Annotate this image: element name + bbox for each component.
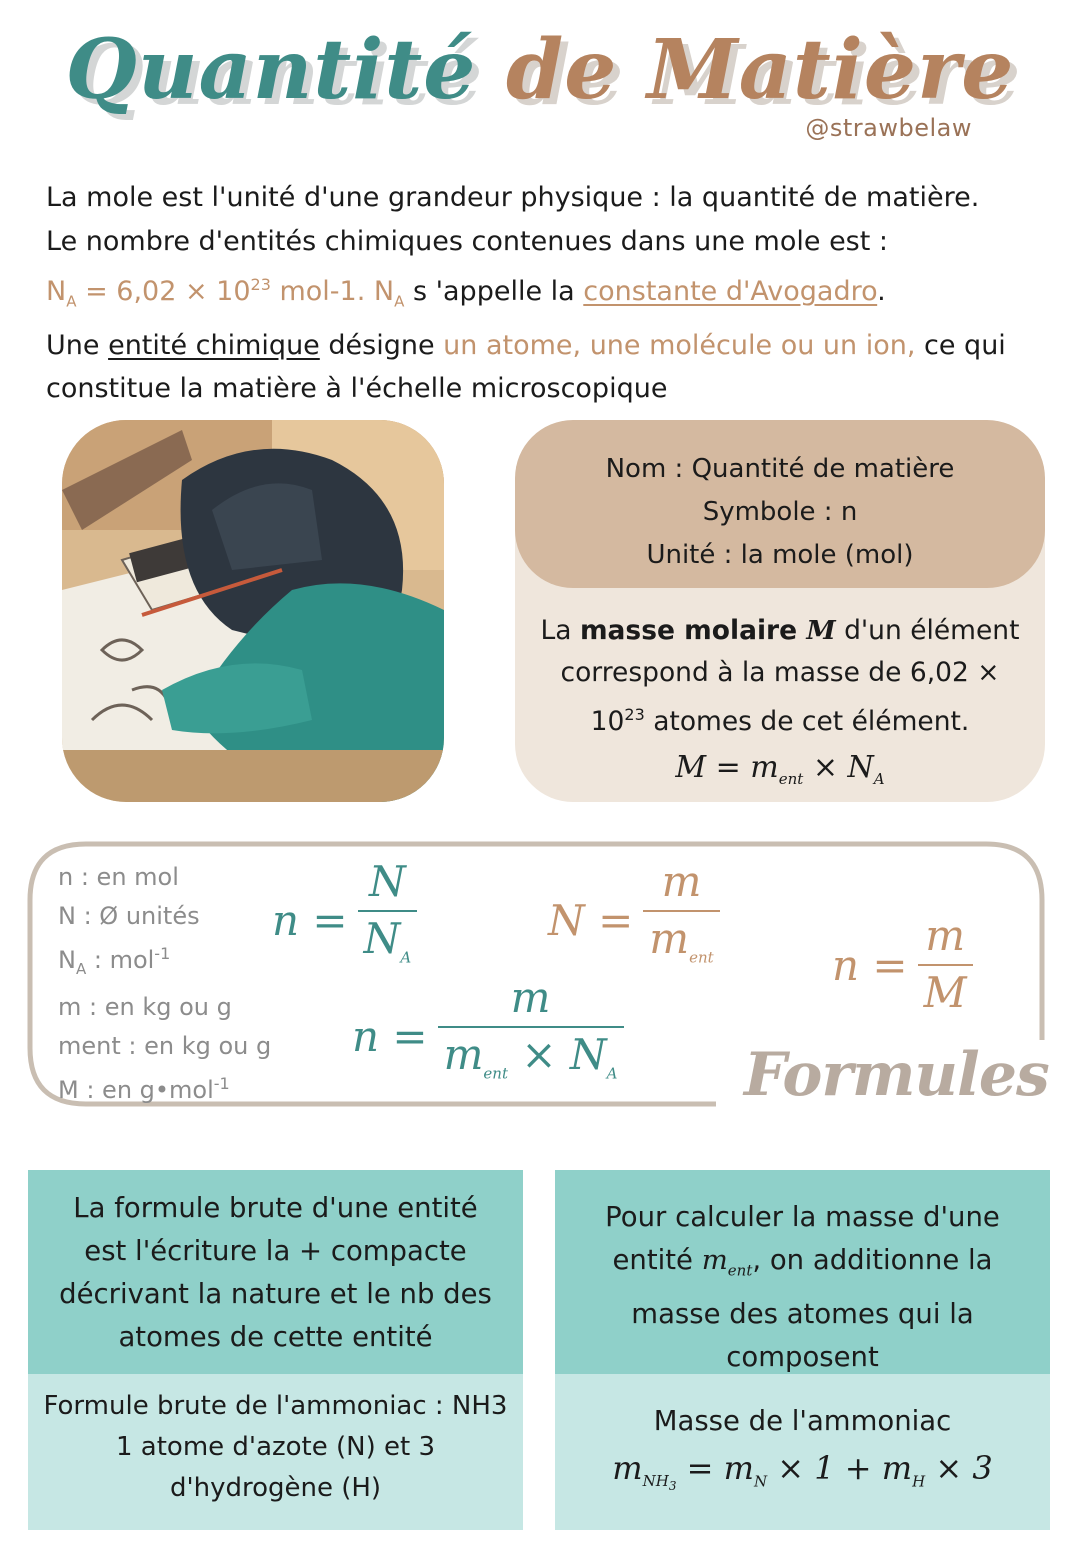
formula-n-m-over-ment-na: n = $\frac{m}{m_{ent} \times N_A}$ <box>352 972 624 1100</box>
formula-n-over-na: n = $\frac{N}{N_A}$ <box>272 856 417 984</box>
entity-mass-definition: Pour calculer la masse d'une entité $m_{ent}$, on additionne la masse des atomes qui la composent <box>555 1170 1050 1374</box>
title-part-1: Quantité <box>65 22 477 118</box>
intro-text <box>46 176 1046 411</box>
ammonia-mass-formula: $m_{NH_3} = m_N \times 1 + m_H \times 3$ <box>612 1449 993 1494</box>
intro-line-5: constitue la matière à l'échelle microscopique <box>46 373 668 405</box>
entite-term: entité chimique <box>108 329 320 361</box>
quantity-definition <box>515 420 1045 588</box>
formula-n-m-over-M: n = $\frac{m}{M}$ <box>832 910 973 1020</box>
intro-line-4: Une entité chimique désigne un atome, une molécule ou un ion, ce qui <box>46 329 1006 361</box>
formule-brute-definition: La formule brute d'une entité est l'écriture la + compacte décrivant la nature et le nb des atomes de cette entité <box>28 1170 523 1374</box>
page-title <box>0 22 1080 118</box>
molar-mass-formula: $M = m_{ent} \times N_A$ <box>675 749 885 788</box>
studying-illustration <box>62 420 444 802</box>
formulas-label: Formules <box>728 1040 1065 1110</box>
quantity-name: Nom : Quantité de matière <box>605 454 955 484</box>
quantity-unit: Unité : la mole (mol) <box>646 540 914 570</box>
molar-mass-definition: La masse molaire M d'un élément correspond à la masse de 6,02 × $10^{23}$ atomes de cet élément. $M = m_{ent} \times N_A$ <box>515 610 1045 800</box>
ammonia-mass-example: Masse de l'ammoniac $m_{NH_3} = m_N \times 1 + m_H \times 3$ <box>555 1374 1050 1530</box>
ammonia-formula-example: Formule brute de l'ammoniac : NH3 1 atome d'azote (N) et 3 d'hydrogène (H) <box>28 1374 523 1530</box>
units-legend: n : en mol N : Ø unités $N_A$ : mol$^{-1}$ m : en kg ou g ment : en kg ou g M : en g•mol$^{-1}$ <box>58 863 272 1105</box>
intro-line-1: La mole est l'unité d'une grandeur physique : la quantité de matière. <box>46 182 980 213</box>
title-part-2: de Matière <box>505 22 1015 118</box>
intro-line-3: $N_A = 6,02 \times 10^{23}$ mol-1. $N_A$ s 'appelle la constante d'Avogadro. <box>46 275 886 311</box>
quantity-symbol: Symbole : n <box>702 497 858 527</box>
formula-n-m-over-ment: N = $\frac{m}{m_{ent}}$ <box>548 856 720 984</box>
quantity-info-card <box>515 420 1045 802</box>
intro-line-2: Le nombre d'entités chimiques contenues dans une mole est : <box>46 225 889 257</box>
author-handle: @strawbelaw <box>805 114 972 142</box>
avogadro-term: constante d'Avogadro <box>583 276 878 307</box>
